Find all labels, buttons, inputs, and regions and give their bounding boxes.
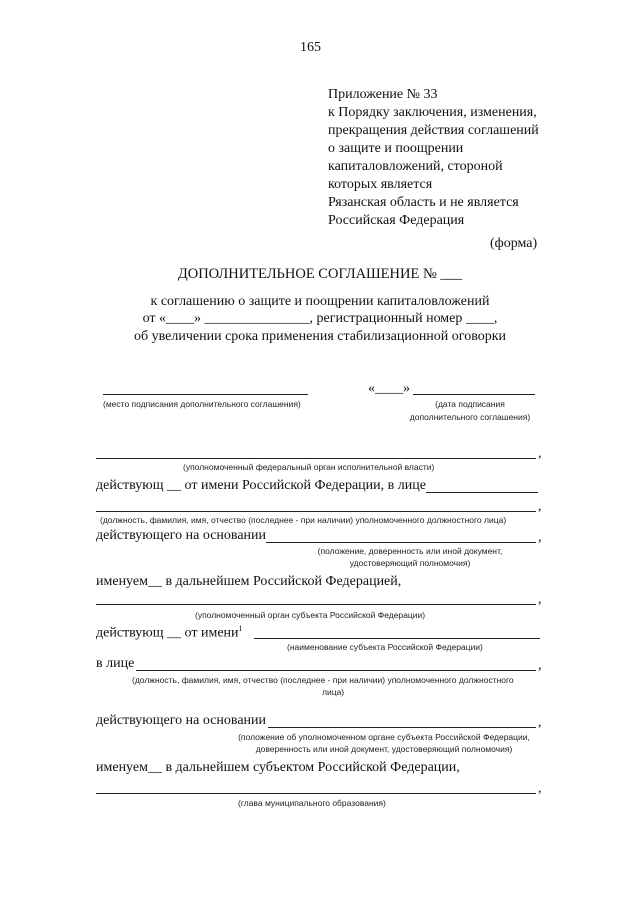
place-caption: (место подписания дополнительного соглашения) [103, 399, 301, 409]
official-line [96, 511, 536, 512]
official2-caption: (должность, фамилия, имя, отчество (последнее - при наличии) уполномоченного должностного [132, 675, 514, 685]
comma: , [538, 530, 542, 545]
basis-line [266, 542, 536, 543]
acting-rf-text: действующ __ от имени Российской Федерации, в лице [96, 478, 426, 493]
appendix-line: Рязанская область и не является [328, 195, 519, 210]
form-label: (форма) [490, 236, 538, 251]
subtitle-line-1: к соглашению о защите и поощрении капиталовложений [150, 294, 490, 309]
subtitle-line-3: об увеличении срока применения стабилизационной оговорки [134, 329, 506, 344]
date-line [413, 394, 535, 395]
basis2-line [268, 727, 536, 728]
basis-caption: (положение, доверенность или иной документ, [317, 546, 503, 556]
appendix-line: о защите и поощрении [328, 141, 464, 156]
subtitle-line-2: от «____» _______________, регистрационный номер ____, [142, 311, 498, 326]
date-caption-2: дополнительного соглашения) [409, 412, 531, 422]
comma: , [538, 715, 542, 730]
subject-name-caption: (наименование субъекта Российской Федерации) [287, 642, 483, 652]
footnote-mark: 1 [238, 624, 243, 633]
date-caption-1: (дата подписания [435, 399, 505, 409]
appendix-line: прекращения действия соглашений [328, 123, 539, 138]
subject-body-line [96, 604, 536, 605]
rf-person-line [426, 492, 538, 493]
place-line [103, 394, 308, 395]
municipal-line [96, 793, 536, 794]
municipal-caption: (глава муниципального образования) [238, 798, 386, 808]
comma: , [538, 781, 542, 796]
acting-basis-text: действующего на основании [96, 528, 267, 543]
federal-body-caption: (уполномоченный федеральный орган исполнительной власти) [183, 462, 435, 472]
acting-name-text: действующ __ от имени$^1$ [96, 624, 243, 641]
appendix-line: Приложение № 33 [328, 87, 438, 102]
basis2-caption: (положение об уполномоченном органе субъекта Российской Федерации, [238, 732, 530, 742]
official2-caption: лица) [322, 687, 345, 697]
subject-name-line [254, 638, 540, 639]
named-rf-text: именуем__ в дальнейшем Российской Федерацией, [96, 574, 402, 589]
appendix-line: капиталовложений, стороной [328, 159, 503, 174]
comma: , [538, 592, 542, 607]
appendix-line: которых является [328, 177, 433, 192]
comma: , [538, 446, 542, 461]
basis-caption: удостоверяющий полномочия) [349, 558, 471, 568]
comma: , [538, 658, 542, 673]
official2-line [136, 670, 536, 671]
date-prefix: «____» [368, 381, 410, 396]
comma: , [538, 499, 542, 514]
named-subject-text: именуем__ в дальнейшем субъектом Российской Федерации, [96, 760, 460, 775]
basis2-caption: доверенность или иной документ, удостоверяющий полномочия) [255, 744, 513, 754]
appendix-line: к Порядку заключения, изменения, [328, 105, 537, 120]
acting-basis-text: действующего на основании [96, 713, 267, 728]
subject-body-caption: (уполномоченный орган субъекта Российской Федерации) [195, 610, 426, 620]
document-title: ДОПОЛНИТЕЛЬНОЕ СОГЛАШЕНИЕ № ___ [177, 266, 463, 282]
in-person-text: в лице [96, 656, 135, 671]
appendix-line: Российская Федерация [328, 213, 465, 228]
official-caption: (должность, фамилия, имя, отчество (последнее - при наличии) уполномоченного должностного лица) [100, 515, 507, 525]
federal-body-line [96, 458, 536, 459]
page-number: 165 [300, 40, 321, 55]
